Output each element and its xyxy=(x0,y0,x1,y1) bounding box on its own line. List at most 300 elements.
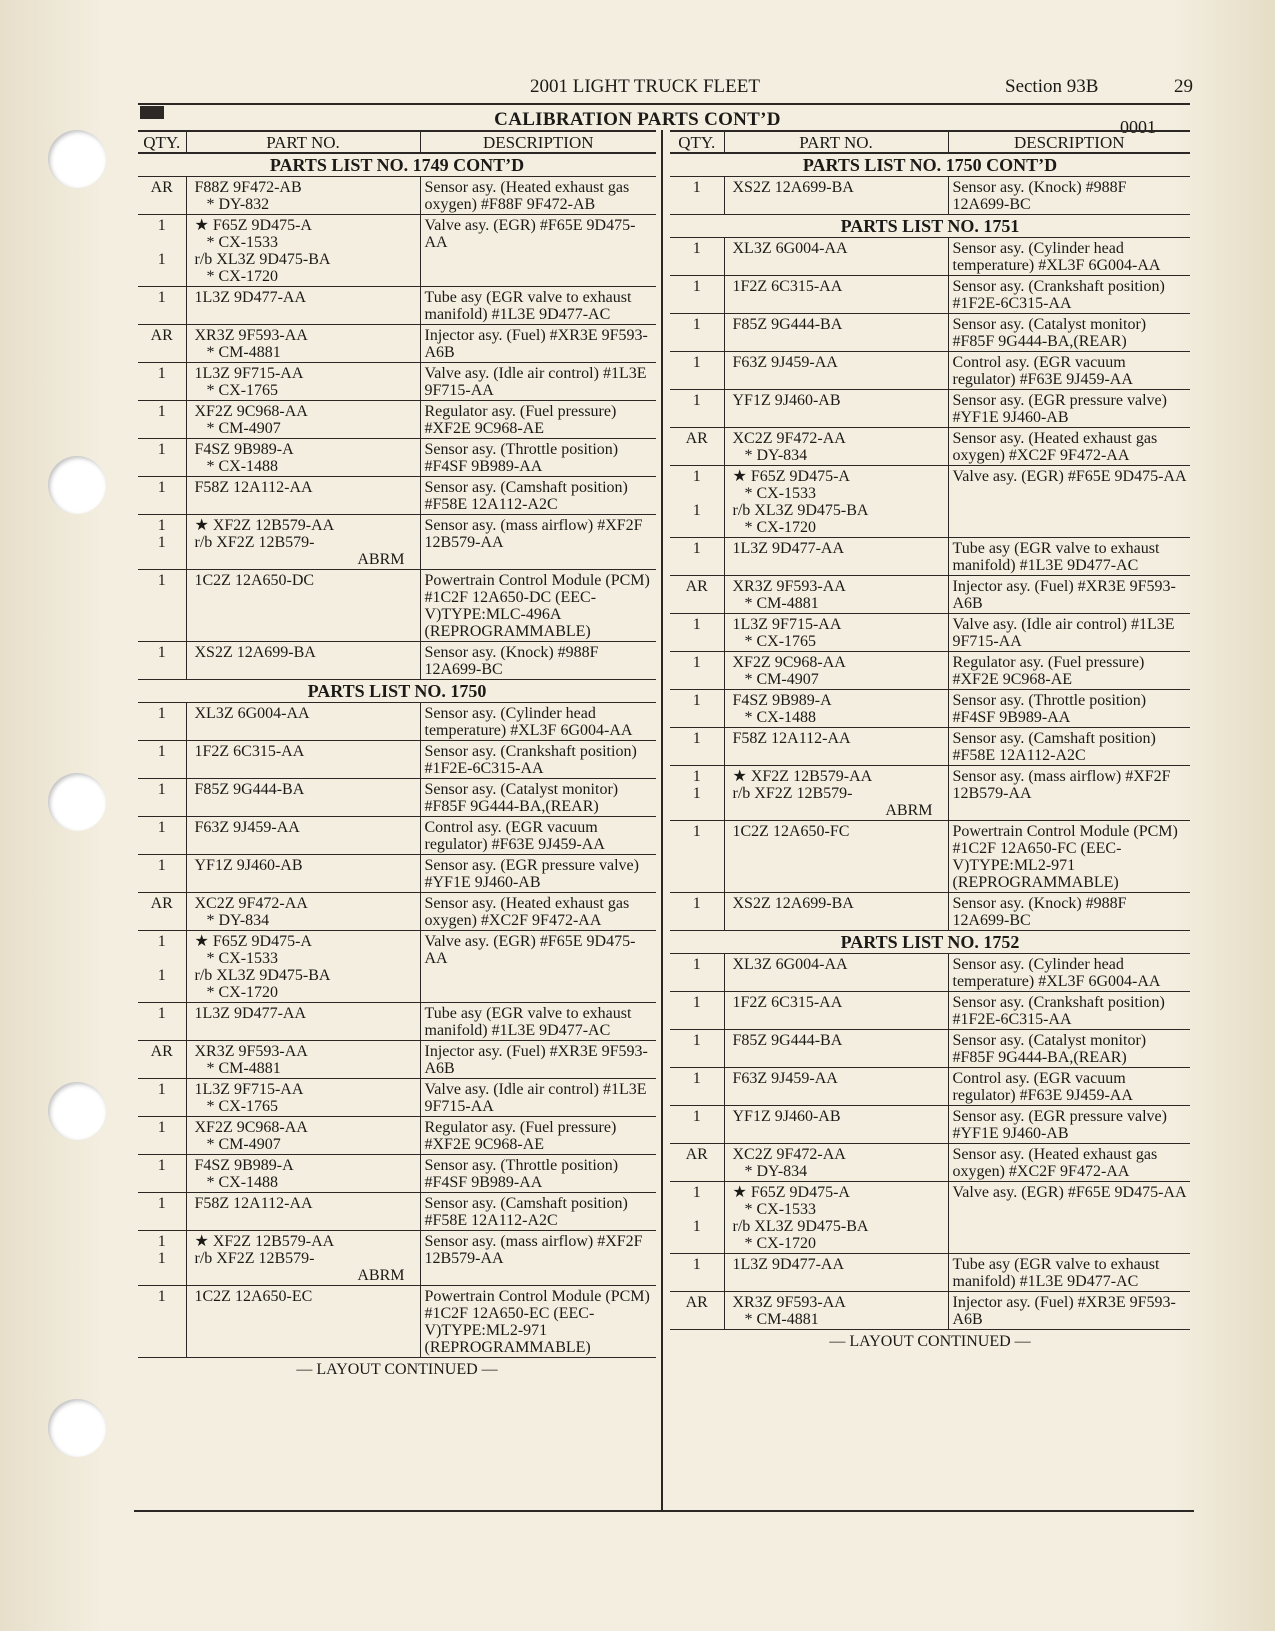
description-cell: Control asy. (EGR vacuum regulator) #F63E 9J459-AA xyxy=(420,817,656,855)
qty-cell xyxy=(138,817,186,855)
part-number-cell xyxy=(724,390,948,428)
page-number: 29 xyxy=(1174,76,1193,97)
parts-list-heading: PARTS LIST NO. 1750 CONT’D xyxy=(670,153,1190,177)
part-number: XC2Z 9F472-AA xyxy=(732,430,846,447)
part-number: * DY-834 xyxy=(744,1163,808,1180)
part-number-cell xyxy=(724,314,948,352)
part-number: r/b XL3Z 9D475-BA xyxy=(194,251,331,268)
parts-list-heading: PARTS LIST NO. 1751 xyxy=(670,215,1190,238)
description-cell: Sensor asy. (Crankshaft position) #1F2E-6C315-AA xyxy=(420,741,656,779)
qty-cell xyxy=(138,287,186,325)
qty-cell xyxy=(670,390,724,428)
qty-value: 1 xyxy=(692,354,701,371)
description-cell: Sensor asy. (Heated exhaust gas oxygen) #XC2F 9F472-AA xyxy=(420,893,656,931)
qty-value: 1 xyxy=(157,217,166,234)
table-row xyxy=(138,515,656,570)
part-number: ★ XF2Z 12B579-AA xyxy=(732,768,873,785)
qty-cell xyxy=(138,1193,186,1231)
document-title: 2001 LIGHT TRUCK FLEET xyxy=(530,76,760,97)
part-number: * CX-1533 xyxy=(744,1201,817,1218)
qty-value: 1 xyxy=(692,1032,701,1049)
table-row xyxy=(138,1041,656,1079)
description-cell: Sensor asy. (Crankshaft position) #1F2E-6C315-AA xyxy=(948,992,1190,1030)
parts-table-left xyxy=(138,130,656,1358)
qty-value: 1 xyxy=(157,1005,166,1022)
table-row xyxy=(138,177,656,215)
qty-cell xyxy=(670,428,724,466)
table-row xyxy=(670,1182,1190,1254)
table-row xyxy=(138,325,656,363)
qty-value: 1 xyxy=(692,316,701,333)
qty-cell xyxy=(670,238,724,276)
description-cell: Sensor asy. (Heated exhaust gas oxygen) #F88F 9F472-AB xyxy=(420,177,656,215)
qty-value: 1 xyxy=(157,819,166,836)
part-number: F4SZ 9B989-A xyxy=(194,441,294,458)
part-number-cell xyxy=(724,1254,948,1292)
qty-value: 1 xyxy=(157,403,166,420)
part-number-cell xyxy=(186,931,420,1003)
table-row xyxy=(670,992,1190,1030)
description-cell: Control asy. (EGR vacuum regulator) #F63E 9J459-AA xyxy=(948,1068,1190,1106)
description-cell: Valve asy. (EGR) #F65E 9D475-AA xyxy=(420,215,656,287)
parts-list-heading: PARTS LIST NO. 1750 xyxy=(138,680,656,703)
qty-cell xyxy=(670,276,724,314)
qty-value: 1 xyxy=(157,1195,166,1212)
table-row xyxy=(138,703,656,741)
part-number: * CX-1488 xyxy=(744,709,817,726)
qty-cell xyxy=(670,1068,724,1106)
parts-list-heading-row xyxy=(670,153,1190,177)
part-number: F58Z 12A112-AA xyxy=(194,479,313,496)
qty-value: 1 xyxy=(692,956,701,973)
part-number: F88Z 9F472-AB xyxy=(194,179,302,196)
part-number: XR3Z 9F593-AA xyxy=(194,1043,308,1060)
description-cell: Sensor asy. (Catalyst monitor) #F85F 9G444-BA,(REAR) xyxy=(420,779,656,817)
part-number: XL3Z 6G004-AA xyxy=(732,240,848,257)
qty-cell xyxy=(670,652,724,690)
part-number: F85Z 9G444-BA xyxy=(732,1032,843,1049)
table-row xyxy=(138,477,656,515)
part-number: XS2Z 12A699-BA xyxy=(194,644,316,661)
qty-cell xyxy=(670,1030,724,1068)
part-number: * CX-1720 xyxy=(206,984,279,1001)
parts-list-heading-row xyxy=(670,215,1190,238)
part-number: YF1Z 9J460-AB xyxy=(732,1108,841,1125)
part-number: ★ F65Z 9D475-A xyxy=(732,1184,850,1201)
part-number: XS2Z 12A699-BA xyxy=(732,895,854,912)
qty-value: 1 xyxy=(692,1256,701,1273)
qty-value: 1 xyxy=(157,441,166,458)
part-number: r/b XF2Z 12B579- xyxy=(194,534,315,551)
part-number: F4SZ 9B989-A xyxy=(732,692,832,709)
qty-value: 1 xyxy=(157,1250,166,1267)
part-number: 1C2Z 12A650-DC xyxy=(194,572,315,589)
qty-value: 1 xyxy=(692,730,701,747)
qty-value: 1 xyxy=(157,1119,166,1136)
part-number: YF1Z 9J460-AB xyxy=(194,857,303,874)
qty-cell xyxy=(670,576,724,614)
part-number-cell xyxy=(186,570,420,642)
table-row xyxy=(670,390,1190,428)
description-cell: Sensor asy. (Camshaft position) #F58E 12A112-A2C xyxy=(420,477,656,515)
part-number-cell xyxy=(186,779,420,817)
table-row xyxy=(670,352,1190,390)
table-row xyxy=(670,276,1190,314)
qty-cell xyxy=(670,1292,724,1330)
qty-value: 1 xyxy=(157,743,166,760)
qty-value xyxy=(141,950,183,967)
table-row xyxy=(670,177,1190,215)
part-number: F63Z 9J459-AA xyxy=(194,819,300,836)
description-cell: Regulator asy. (Fuel pressure) #XF2E 9C968-AE xyxy=(420,401,656,439)
part-number: r/b XF2Z 12B579- xyxy=(194,1250,315,1267)
part-number: 1F2Z 6C315-AA xyxy=(732,994,843,1011)
part-number-cell xyxy=(186,325,420,363)
part-number: 1L3Z 9F715-AA xyxy=(194,1081,304,1098)
description-cell: Sensor asy. (Camshaft position) #F58E 12A112-A2C xyxy=(420,1193,656,1231)
qty-header: QTY. xyxy=(670,131,724,153)
description-cell: Sensor asy. (Knock) #988F 12A699-BC xyxy=(948,893,1190,931)
qty-cell xyxy=(670,690,724,728)
qty-cell xyxy=(138,779,186,817)
qty-cell xyxy=(138,401,186,439)
table-row xyxy=(670,614,1190,652)
part-no-header: PART NO. xyxy=(724,131,948,153)
qty-cell xyxy=(138,1079,186,1117)
description-cell: Injector asy. (Fuel) #XR3E 9F593-A6B xyxy=(420,1041,656,1079)
qty-value: 1 xyxy=(692,540,701,557)
description-cell: Powertrain Control Module (PCM) #1C2F 12A650-FC (EEC-V)TYPE:ML2-971 (REPROGRAMMABLE) xyxy=(948,821,1190,893)
part-number: YF1Z 9J460-AB xyxy=(732,392,841,409)
description-cell: Powertrain Control Module (PCM) #1C2F 12A650-DC (EEC-V)TYPE:MLC-496A (REPROGRAMMABLE) xyxy=(420,570,656,642)
description-cell: Powertrain Control Module (PCM) #1C2F 12A650-EC (EEC-V)TYPE:ML2-971 (REPROGRAMMABLE) xyxy=(420,1286,656,1358)
qty-value: 1 xyxy=(692,179,701,196)
parts-list-heading: PARTS LIST NO. 1752 xyxy=(670,931,1190,954)
left-column xyxy=(138,130,656,1379)
section-label: Section 93B xyxy=(1005,76,1099,97)
part-number: XL3Z 6G004-AA xyxy=(194,705,310,722)
binder-hole-icon xyxy=(48,130,106,188)
table-row xyxy=(670,893,1190,931)
part-number-cell xyxy=(186,1193,420,1231)
part-number-cell xyxy=(724,954,948,992)
part-number: XR3Z 9F593-AA xyxy=(194,327,308,344)
qty-value: 1 xyxy=(692,692,701,709)
table-row xyxy=(670,690,1190,728)
table-row xyxy=(670,954,1190,992)
qty-value: 1 xyxy=(692,1108,701,1125)
table-row xyxy=(670,1254,1190,1292)
part-number: * CM-4881 xyxy=(744,1311,819,1328)
qty-value: 1 xyxy=(692,1218,701,1235)
qty-value: AR xyxy=(685,1146,708,1163)
table-row xyxy=(138,893,656,931)
part-number: 1L3Z 9D477-AA xyxy=(732,1256,845,1273)
qty-cell xyxy=(138,855,186,893)
part-number: F63Z 9J459-AA xyxy=(732,1070,838,1087)
qty-value: 1 xyxy=(692,392,701,409)
description-cell: Sensor asy. (Cylinder head temperature) #XL3F 6G004-AA xyxy=(948,238,1190,276)
qty-cell xyxy=(670,728,724,766)
part-number: * DY-834 xyxy=(744,447,808,464)
part-number: XF2Z 9C968-AA xyxy=(732,654,846,671)
qty-value: 1 xyxy=(157,705,166,722)
part-number-cell xyxy=(724,652,948,690)
qty-value: 1 xyxy=(692,616,701,633)
part-number: 1L3Z 9D477-AA xyxy=(732,540,845,557)
table-row xyxy=(670,538,1190,576)
description-cell: Tube asy (EGR valve to exhaust manifold) #1L3E 9D477-AC xyxy=(948,1254,1190,1292)
description-cell: Sensor asy. (Knock) #988F 12A699-BC xyxy=(420,642,656,680)
qty-value: AR xyxy=(685,1294,708,1311)
qty-cell xyxy=(138,642,186,680)
description-cell: Valve asy. (EGR) #F65E 9D475-AA xyxy=(420,931,656,1003)
parts-list-heading-row xyxy=(138,153,656,177)
part-number: r/b XL3Z 9D475-BA xyxy=(732,502,869,519)
description-cell: Sensor asy. (EGR pressure valve) #YF1E 9J460-AB xyxy=(420,855,656,893)
table-row xyxy=(138,817,656,855)
part-number: * CX-1720 xyxy=(744,519,817,536)
table-row xyxy=(138,215,656,287)
table-row xyxy=(138,570,656,642)
table-row xyxy=(138,1231,656,1286)
part-number: 1L3Z 9F715-AA xyxy=(194,365,304,382)
qty-value: 1 xyxy=(157,517,166,534)
table-row xyxy=(670,1106,1190,1144)
qty-cell xyxy=(138,1155,186,1193)
part-number-cell xyxy=(724,1292,948,1330)
qty-value: 1 xyxy=(157,572,166,589)
part-number: XF2Z 9C968-AA xyxy=(194,403,308,420)
part-number-cell xyxy=(186,817,420,855)
description-cell: Regulator asy. (Fuel pressure) #XF2E 9C968-AE xyxy=(420,1117,656,1155)
part-number: * CM-4907 xyxy=(206,420,281,437)
part-number-cell xyxy=(186,1286,420,1358)
part-number-cell xyxy=(186,893,420,931)
table-row xyxy=(670,1292,1190,1330)
table-row xyxy=(138,1003,656,1041)
qty-value: 1 xyxy=(157,251,166,268)
table-row xyxy=(670,766,1190,821)
qty-value: 1 xyxy=(692,1070,701,1087)
description-header: DESCRIPTION xyxy=(948,131,1190,153)
qty-cell xyxy=(670,821,724,893)
part-number: * CM-4881 xyxy=(744,595,819,612)
part-number-cell xyxy=(724,276,948,314)
qty-value: 1 xyxy=(157,1288,166,1305)
description-cell: Valve asy. (EGR) #F65E 9D475-AA xyxy=(948,466,1190,538)
qty-cell xyxy=(670,177,724,215)
binder-hole-icon xyxy=(48,773,106,831)
description-cell: Injector asy. (Fuel) #XR3E 9F593-A6B xyxy=(420,325,656,363)
part-number: 1F2Z 6C315-AA xyxy=(194,743,305,760)
qty-cell xyxy=(138,477,186,515)
column-divider xyxy=(661,130,663,1510)
part-number-cell xyxy=(724,352,948,390)
qty-value: 1 xyxy=(157,857,166,874)
qty-value: 1 xyxy=(692,1184,701,1201)
qty-cell xyxy=(138,1003,186,1041)
part-number-cell xyxy=(186,515,420,570)
qty-cell xyxy=(670,614,724,652)
part-number: ★ F65Z 9D475-A xyxy=(194,933,312,950)
description-cell: Valve asy. (Idle air control) #1L3E 9F715-AA xyxy=(420,1079,656,1117)
table-row xyxy=(138,401,656,439)
parts-list-heading-row xyxy=(138,680,656,703)
table-row xyxy=(670,428,1190,466)
qty-value: 1 xyxy=(157,967,166,984)
qty-value: 1 xyxy=(157,781,166,798)
part-no-header: PART NO. xyxy=(186,131,420,153)
qty-cell xyxy=(670,992,724,1030)
table-row xyxy=(138,287,656,325)
part-number-cell xyxy=(724,614,948,652)
qty-value: 1 xyxy=(692,994,701,1011)
description-cell: Tube asy (EGR valve to exhaust manifold) #1L3E 9D477-AC xyxy=(420,1003,656,1041)
qty-cell xyxy=(138,570,186,642)
part-number-cell xyxy=(724,728,948,766)
part-number-cell xyxy=(186,477,420,515)
qty-value: AR xyxy=(150,179,173,196)
part-number-cell xyxy=(186,215,420,287)
layout-continued-right: — LAYOUT CONTINUED — xyxy=(829,1333,1031,1350)
part-number-cell xyxy=(186,642,420,680)
table-row xyxy=(670,821,1190,893)
qty-value: 1 xyxy=(692,468,701,485)
part-number: F85Z 9G444-BA xyxy=(732,316,843,333)
qty-value: 1 xyxy=(692,895,701,912)
description-header: DESCRIPTION xyxy=(420,131,656,153)
part-number: 1L3Z 9D477-AA xyxy=(194,1005,307,1022)
description-cell: Valve asy. (EGR) #F65E 9D475-AA xyxy=(948,1182,1190,1254)
part-number: F58Z 12A112-AA xyxy=(194,1195,313,1212)
qty-value: 1 xyxy=(157,644,166,661)
part-number: 1F2Z 6C315-AA xyxy=(732,278,843,295)
part-number-cell xyxy=(186,1003,420,1041)
part-number-cell xyxy=(724,538,948,576)
part-number: 1L3Z 9F715-AA xyxy=(732,616,842,633)
binder-hole-icon xyxy=(48,1082,106,1140)
table-row xyxy=(670,576,1190,614)
qty-header: QTY. xyxy=(138,131,186,153)
description-cell: Sensor asy. (mass airflow) #XF2F 12B579-AA xyxy=(420,515,656,570)
part-number: F58Z 12A112-AA xyxy=(732,730,851,747)
description-cell: Sensor asy. (mass airflow) #XF2F 12B579-AA xyxy=(420,1231,656,1286)
part-number-cell xyxy=(724,576,948,614)
part-number-cell xyxy=(186,1041,420,1079)
table-row xyxy=(138,855,656,893)
top-rule xyxy=(138,103,1190,105)
part-number: * CM-4881 xyxy=(206,344,281,361)
part-number: ★ XF2Z 12B579-AA xyxy=(194,517,335,534)
table-row xyxy=(670,466,1190,538)
part-number-cell xyxy=(186,363,420,401)
part-number-cell xyxy=(724,1144,948,1182)
part-number: * DY-832 xyxy=(206,196,270,213)
qty-value: 1 xyxy=(692,240,701,257)
part-number: XC2Z 9F472-AA xyxy=(194,895,308,912)
part-number-cell xyxy=(186,439,420,477)
binder-hole-icon xyxy=(48,1399,106,1457)
description-cell: Valve asy. (Idle air control) #1L3E 9F715-AA xyxy=(420,363,656,401)
parts-list-heading: PARTS LIST NO. 1749 CONT’D xyxy=(138,153,656,177)
part-number: XR3Z 9F593-AA xyxy=(732,1294,846,1311)
qty-cell xyxy=(138,703,186,741)
parts-table-right xyxy=(670,130,1190,1330)
part-number: * CX-1533 xyxy=(206,950,279,967)
table-row xyxy=(670,314,1190,352)
qty-value xyxy=(141,234,183,251)
part-number: * DY-834 xyxy=(206,912,270,929)
part-number: * CX-1765 xyxy=(206,1098,279,1115)
qty-value: 1 xyxy=(692,768,701,785)
part-number-cell xyxy=(186,1117,420,1155)
description-cell: Sensor asy. (Cylinder head temperature) #XL3F 6G004-AA xyxy=(948,954,1190,992)
qty-value: AR xyxy=(150,327,173,344)
part-number-cell xyxy=(724,992,948,1030)
part-number-cell xyxy=(724,893,948,931)
part-number-cell xyxy=(186,177,420,215)
qty-value: 1 xyxy=(157,1157,166,1174)
description-cell: Sensor asy. (Catalyst monitor) #F85F 9G444-BA,(REAR) xyxy=(948,1030,1190,1068)
part-number: * CX-1765 xyxy=(744,633,817,650)
qty-cell xyxy=(138,893,186,931)
part-number-cell xyxy=(186,741,420,779)
part-number-cell xyxy=(724,766,948,821)
part-number: * CX-1488 xyxy=(206,1174,279,1191)
qty-cell xyxy=(138,741,186,779)
part-number: * CX-1765 xyxy=(206,382,279,399)
part-number-cell xyxy=(724,690,948,728)
part-number-cell xyxy=(724,1106,948,1144)
table-row xyxy=(138,931,656,1003)
part-number: * CX-1533 xyxy=(744,485,817,502)
description-cell: Tube asy (EGR valve to exhaust manifold) #1L3E 9D477-AC xyxy=(420,287,656,325)
qty-value: AR xyxy=(150,895,173,912)
part-number: * CM-4907 xyxy=(206,1136,281,1153)
part-number-cell xyxy=(724,821,948,893)
qty-cell xyxy=(138,1231,186,1286)
table-row xyxy=(670,1030,1190,1068)
parts-list-heading-row xyxy=(670,931,1190,954)
table-row xyxy=(138,363,656,401)
qty-cell xyxy=(670,314,724,352)
qty-value: 1 xyxy=(157,289,166,306)
qty-value: 1 xyxy=(157,365,166,382)
qty-cell xyxy=(670,1182,724,1254)
qty-cell xyxy=(670,1106,724,1144)
part-number: r/b XL3Z 9D475-BA xyxy=(194,967,331,984)
qty-cell xyxy=(138,439,186,477)
description-cell: Injector asy. (Fuel) #XR3E 9F593-A6B xyxy=(948,1292,1190,1330)
description-cell: Sensor asy. (EGR pressure valve) #YF1E 9J460-AB xyxy=(948,390,1190,428)
table-row xyxy=(670,1068,1190,1106)
qty-value xyxy=(673,485,721,502)
qty-cell xyxy=(138,1117,186,1155)
part-number: * CX-1720 xyxy=(744,1235,817,1252)
qty-cell xyxy=(670,893,724,931)
part-number: r/b XL3Z 9D475-BA xyxy=(732,1218,869,1235)
description-cell: Sensor asy. (Throttle position) #F4SF 9B989-AA xyxy=(420,439,656,477)
description-cell: Injector asy. (Fuel) #XR3E 9F593-A6B xyxy=(948,576,1190,614)
qty-value: 1 xyxy=(692,823,701,840)
part-number-cell xyxy=(186,1231,420,1286)
description-cell: Tube asy (EGR valve to exhaust manifold) #1L3E 9D477-AC xyxy=(948,538,1190,576)
part-number-cell xyxy=(724,238,948,276)
table-row xyxy=(138,1079,656,1117)
part-number: F85Z 9G444-BA xyxy=(194,781,305,798)
part-number-cell xyxy=(724,177,948,215)
